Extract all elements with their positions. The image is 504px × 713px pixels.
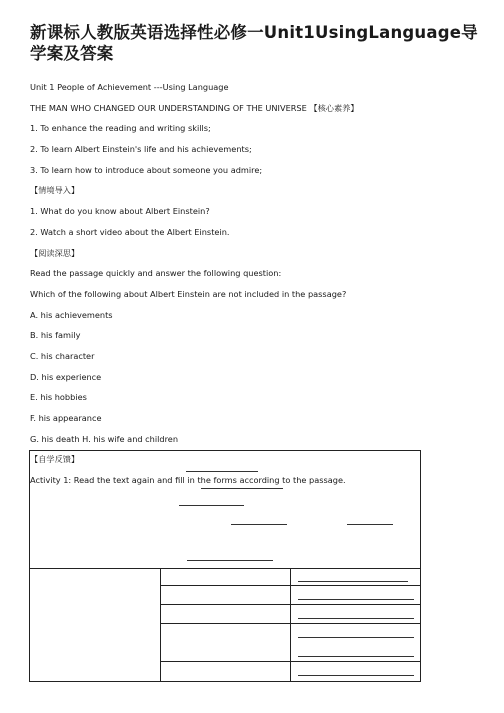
option-c: C. his character: [30, 350, 95, 361]
table-divider: [30, 568, 420, 569]
section-heading-feedback: 【自学反馈】: [30, 454, 80, 465]
document-body: [30, 77, 480, 491]
answer-blank[interactable]: [298, 599, 414, 600]
answer-blank[interactable]: [187, 560, 273, 561]
row-divider: [160, 661, 420, 662]
answer-blank[interactable]: [231, 524, 287, 525]
objective-1: 1. To enhance the reading and writing skills;: [30, 123, 211, 134]
page-title: 新课标人教版英语选择性必修一Unit1UsingLanguage导学案及答案: [30, 23, 478, 63]
option-a: A. his achievements: [30, 309, 113, 320]
answer-blank[interactable]: [347, 524, 393, 525]
reading-instruction: Read the passage quickly and answer the following question:: [30, 268, 282, 279]
activity-1-instruction: Activity 1: Read the text again and fill in the forms according to the passage.: [30, 475, 346, 486]
option-b: B. his family: [30, 330, 81, 341]
answer-blank[interactable]: [298, 581, 408, 582]
objective-2: 2. To learn Albert Einstein's life and his achievements;: [30, 144, 252, 155]
answer-blank[interactable]: [298, 656, 414, 657]
answer-blank[interactable]: [186, 471, 258, 472]
section-heading-lead-in: 【情境导入】: [30, 185, 80, 196]
row-divider: [160, 585, 420, 586]
option-e: E. his hobbies: [30, 392, 87, 403]
lead-in-question-1: 1. What do you know about Albert Einstein?: [30, 206, 210, 217]
unit-heading: Unit 1 People of Achievement ---Using Language: [30, 82, 229, 92]
answer-blank[interactable]: [298, 618, 414, 619]
lead-in-question-2: 2. Watch a short video about the Albert Einstein.: [30, 226, 230, 237]
option-g-h: G. his death H. his wife and children: [30, 433, 179, 444]
fill-in-form: [29, 450, 421, 682]
answer-blank[interactable]: [298, 675, 414, 676]
section-heading-reading: 【阅读深思】: [30, 247, 80, 258]
row-divider: [160, 604, 420, 605]
option-f: F. his appearance: [30, 413, 102, 423]
answer-blank[interactable]: [179, 505, 244, 506]
answer-blank[interactable]: [201, 488, 283, 489]
answer-blank[interactable]: [298, 637, 414, 638]
passage-title: THE MAN WHO CHANGED OUR UNDERSTANDING OF THE UNIVERSE 【核心素养】: [30, 102, 359, 113]
option-d: D. his experience: [30, 371, 102, 382]
row-divider: [160, 623, 420, 624]
reading-question: Which of the following about Albert Einstein are not included in the passage?: [30, 288, 347, 299]
objective-3: 3. To learn how to introduce about someone you admire;: [30, 164, 263, 175]
